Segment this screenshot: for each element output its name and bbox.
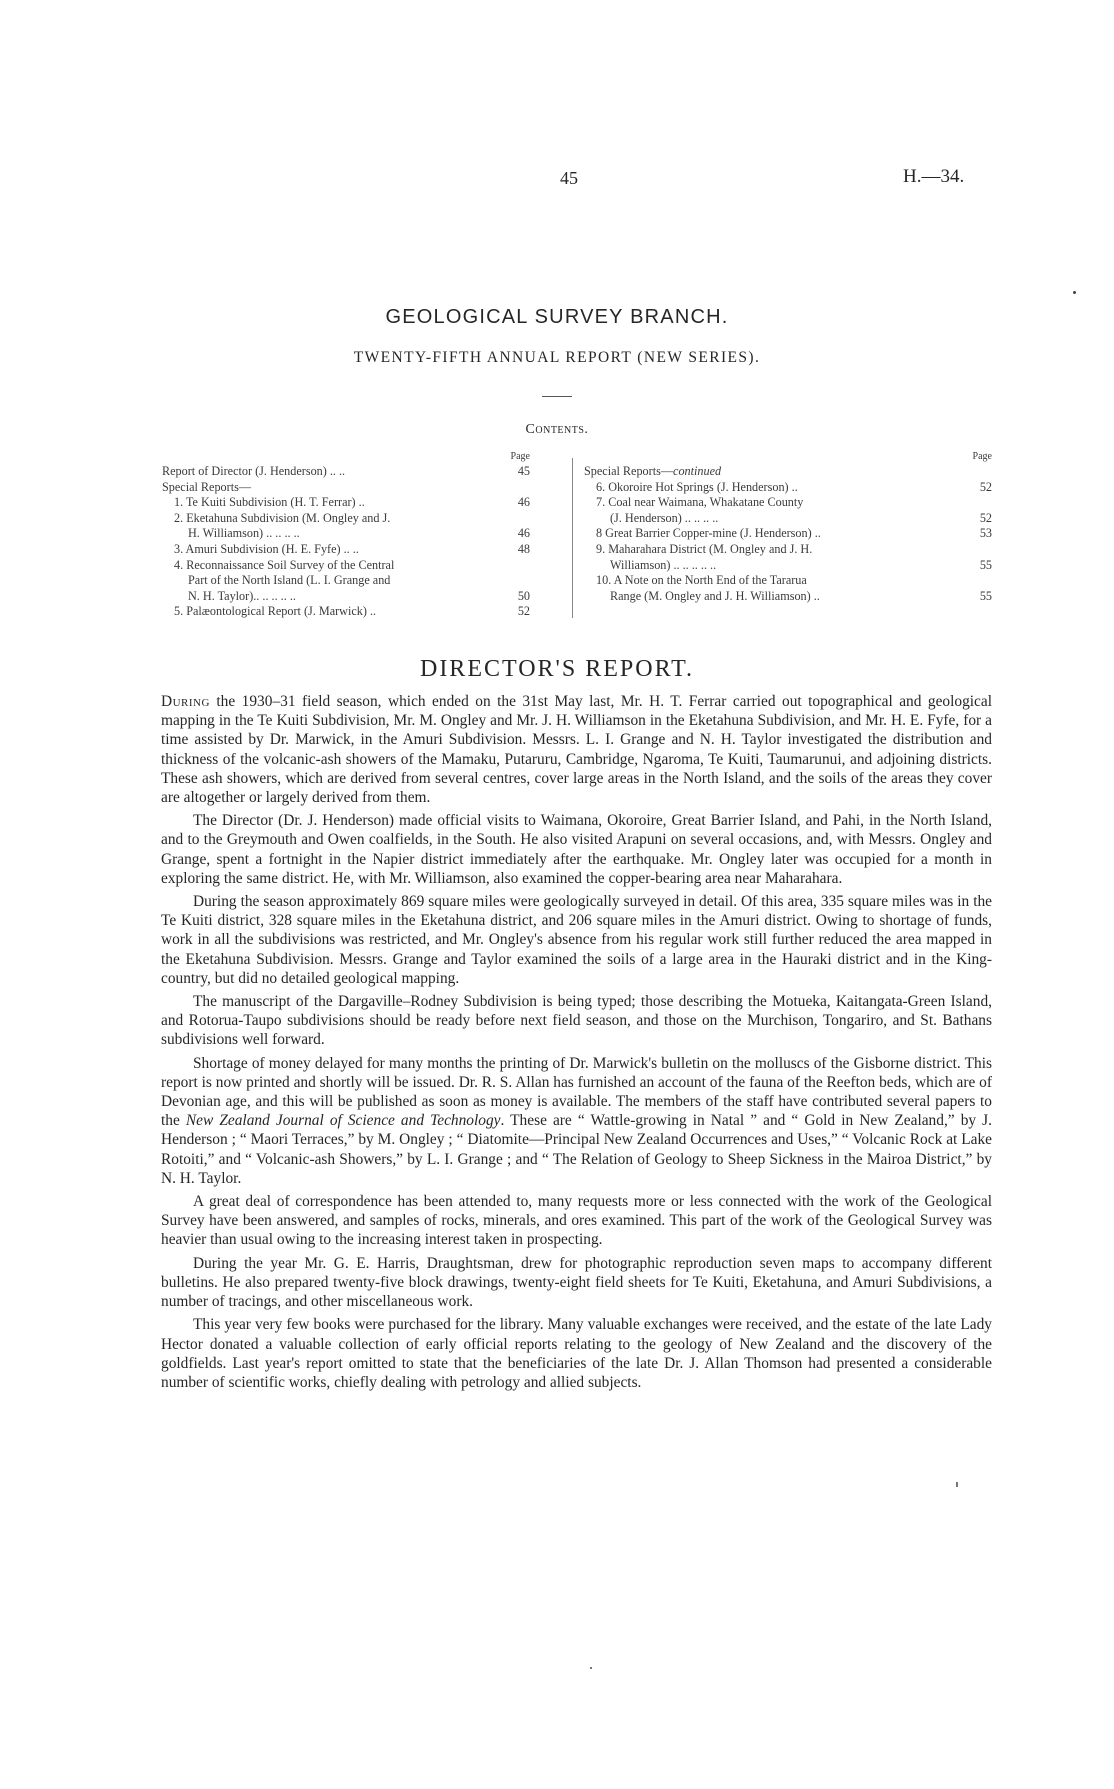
toc-entry-page: 46 [517, 495, 530, 510]
toc-entry-text: Range (M. Ongley and J. H. Williamson) .. [610, 588, 820, 603]
report-body [161, 692, 992, 1396]
toc-entry-text: H. Williamson) .. .. .. .. [188, 526, 300, 541]
toc-continued-label: continued [673, 464, 722, 478]
toc-entry [584, 589, 992, 605]
scan-speck [1073, 291, 1076, 294]
toc-entry-text: Part of the North Island (L. I. Grange and [188, 573, 391, 588]
toc-entry [162, 589, 530, 605]
toc-section-label: Special Reports— [162, 479, 252, 494]
paragraph [161, 692, 992, 807]
toc-entry-page: 48 [517, 541, 530, 556]
toc-entry-page: 50 [517, 588, 530, 603]
paragraph-text: Shortage of money delayed for many months the printing of Dr. Marwick's bulletin on the molluscs of the Gisborne district. This report is now printed and shortly will be issued. Dr. R. S. Allan has furnished an account of the fauna of the Reefton beds, which are of Devonian age, and this will be published as soon as money is available. The members of the staff have contributed several papers to the [161, 1054, 992, 1130]
toc-section-label [584, 464, 992, 480]
toc-page-label: Page [972, 451, 992, 462]
paragraph: During the season approximately 869 square miles were geologically surveyed in detail. Of this area, 335 square miles was in the Te Kuiti district, 328 square miles in the Eketahuna district, and 206 square miles in the Amuri district. Owing to shortage of funds, work in all the subdivisions was restricted, and Mr. Ongley's absence from his regular work still further reduced the area mapped in the Eketahuna Subdivision. Messrs. Grange and Taylor examined the soils of a large area in the Hauraki district and in the King-country, but did no detailed geological mapping. [161, 893, 992, 987]
toc-entry [584, 526, 992, 542]
paragraph: A great deal of correspondence has been attended to, many requests more or less connected with the work of the Geological Survey have been answered, and samples of rocks, minerals, and ores examined. This part of the work of the Geological Survey was heavier than usual owing to the increasing interest taken in prospecting. [161, 1193, 992, 1249]
toc-entry-text: 2. Eketahuna Subdivision (M. Ongley and J. [174, 510, 391, 525]
contents-right-column [584, 450, 992, 604]
toc-entry [162, 495, 530, 511]
toc-entry-page: 55 [979, 588, 992, 603]
toc-entry-text: 4. Reconnaissance Soil Survey of the Central [174, 557, 395, 572]
paragraph-lead-word: During [161, 693, 210, 710]
toc-entry-text: (J. Henderson) .. .. .. .. [610, 510, 719, 525]
toc-page-label: Page [510, 451, 530, 462]
paragraph: During the year Mr. G. E. Harris, Draughtsman, drew for photographic reproduction seven maps to accompany different bulletins. He also prepared twenty-five block drawings, twenty-eight field sheets for Te Kuiti, Eketahuna, and Amuri Subdivisions, a number of tracings, and other miscellaneous work. [161, 1254, 992, 1311]
journal-title: New Zealand Journal of Science and Technology [185, 1112, 501, 1130]
paragraph: This year very few books were purchased for the library. Many valuable exchanges were received, and the estate of the late Lady Hector donated a valuable collection of early official reports relating to the geology of New Zealand and the discovery of the goldfields. Last year's report omitted to state that the beneficiaries of the late Dr. J. Allan Thomson had presented a considerable number of scientific works, chiefly dealing with petrology and allied subjects. [161, 1316, 992, 1391]
toc-entry-text: N. H. Taylor).. .. .. .. .. [188, 588, 296, 603]
toc-entry-text: 1. Te Kuiti Subdivision (H. T. Ferrar) .. [174, 495, 365, 510]
toc-entry-page: 52 [979, 479, 992, 494]
toc-entry-page: 53 [979, 526, 992, 541]
paragraph: The manuscript of the Dargaville–Rodney Subdivision is being typed; those describing the Motueka, Kaitangata-Green Island, and Rotorua-Taupo subdivisions should be ready before next field season, and those on the Murchison, Tongariro, and St. Bathans subdivisions well forward. [161, 993, 992, 1049]
toc-entry [162, 604, 530, 620]
toc-entry [584, 480, 992, 496]
paragraph: The Director (Dr. J. Henderson) made official visits to Waimana, Okoroire, Great Barrier Island, and Pahi, in the North Island, and to the Greymouth and Owen coalfields, in the South. He also visited Arapuni on several occasions, and, with Messrs. Ongley and Grange, spent a fortnight in the Napier district immediately after the earthquake. Mr. Ongley later was occupied for a month in exploring the same district. He, with Mr. Williamson, also examined the copper-bearing area near Maharahara. [161, 812, 992, 887]
toc-entry [162, 542, 530, 558]
paragraph-text: . These are “ Wattle-growing in Natal ” and “ Gold in New Zealand,” by J. Henderson ; “ Maori Terraces,” by M. Ongley ; “ Diatomite—Principal New Zealand Occurrences and Uses,” “ Volcanic Rock at Lake Rotoiti,” and “ Volcanic-ash Showers,” by L. I. Grange ; and “ The Relation of Geology to Sheep Sickness in the Mairoa District,” by N. H. Taylor. [161, 1112, 993, 1187]
document-reference: H.—34. [903, 166, 965, 187]
paragraph-text: the 1930–31 field season, which ended on the 31st May last, Mr. H. T. Ferrar carried out topographical and geological mapping in the Te Kuiti Subdivision, Mr. M. Ongley and Mr. J. H. Williamson in the Eketahuna Subdivision, and Mr. H. E. Fyfe, for a time assisted by Dr. Marwick, in the Amuri Subdivision. Messrs. L. I. Grange and N. H. Taylor investigated the distribution and thickness of the volcanic-ash showers of the Mamaku, Putaruru, Cambridge, Ngaroma, Te Kuiti, Taumarunui, and adjoining districts. These ash showers, which are derived from several centres, cover large areas in the North Island, and the soils of the areas they cover are altogether or largely derived from them. [161, 693, 992, 807]
toc-entry-text: 8 Great Barrier Copper-mine (J. Henderson) .. [596, 526, 821, 541]
toc-entry-page: 52 [517, 604, 530, 619]
contents-left-column [162, 450, 530, 620]
section-title: DIRECTOR'S REPORT. [419, 656, 695, 682]
toc-entry-text: 3. Amuri Subdivision (H. E. Fyfe) .. .. [174, 541, 359, 556]
title-divider [542, 396, 572, 397]
page-number: 45 [560, 168, 578, 188]
toc-entry-text: 5. Palæontological Report (J. Marwick) .. [174, 604, 377, 619]
toc-entry-page: 55 [979, 557, 992, 572]
toc-entry-text: 7. Coal near Waimana, Whakatane County [596, 495, 804, 510]
paragraph [161, 1054, 992, 1188]
toc-entry [584, 511, 992, 527]
toc-entry [162, 526, 530, 542]
scan-speck [590, 1667, 592, 1669]
contents-column-divider [572, 458, 573, 618]
toc-entry-text: 10. A Note on the North End of the Tararua [596, 573, 807, 588]
toc-entry-page: 46 [517, 526, 530, 541]
toc-entry [162, 464, 530, 480]
toc-entry-text: Williamson) .. .. .. .. .. [610, 557, 717, 572]
toc-entry [584, 558, 992, 574]
toc-section-label-text: Special Reports— [584, 464, 674, 478]
page-title: GEOLOGICAL SURVEY BRANCH. [385, 306, 729, 328]
toc-entry-page: 45 [517, 464, 530, 478]
page-subtitle: TWENTY-FIFTH ANNUAL REPORT (NEW SERIES). [353, 349, 761, 366]
scan-speck [956, 1482, 958, 1487]
toc-entry-page: 52 [979, 510, 992, 525]
toc-entry-text: 6. Okoroire Hot Springs (J. Henderson) .. [596, 479, 798, 494]
contents-heading: Contents. [525, 422, 589, 437]
toc-entry-text: Report of Director (J. Henderson) .. .. [162, 464, 346, 478]
toc-entry-text: 9. Maharahara District (M. Ongley and J. H. [596, 541, 813, 556]
